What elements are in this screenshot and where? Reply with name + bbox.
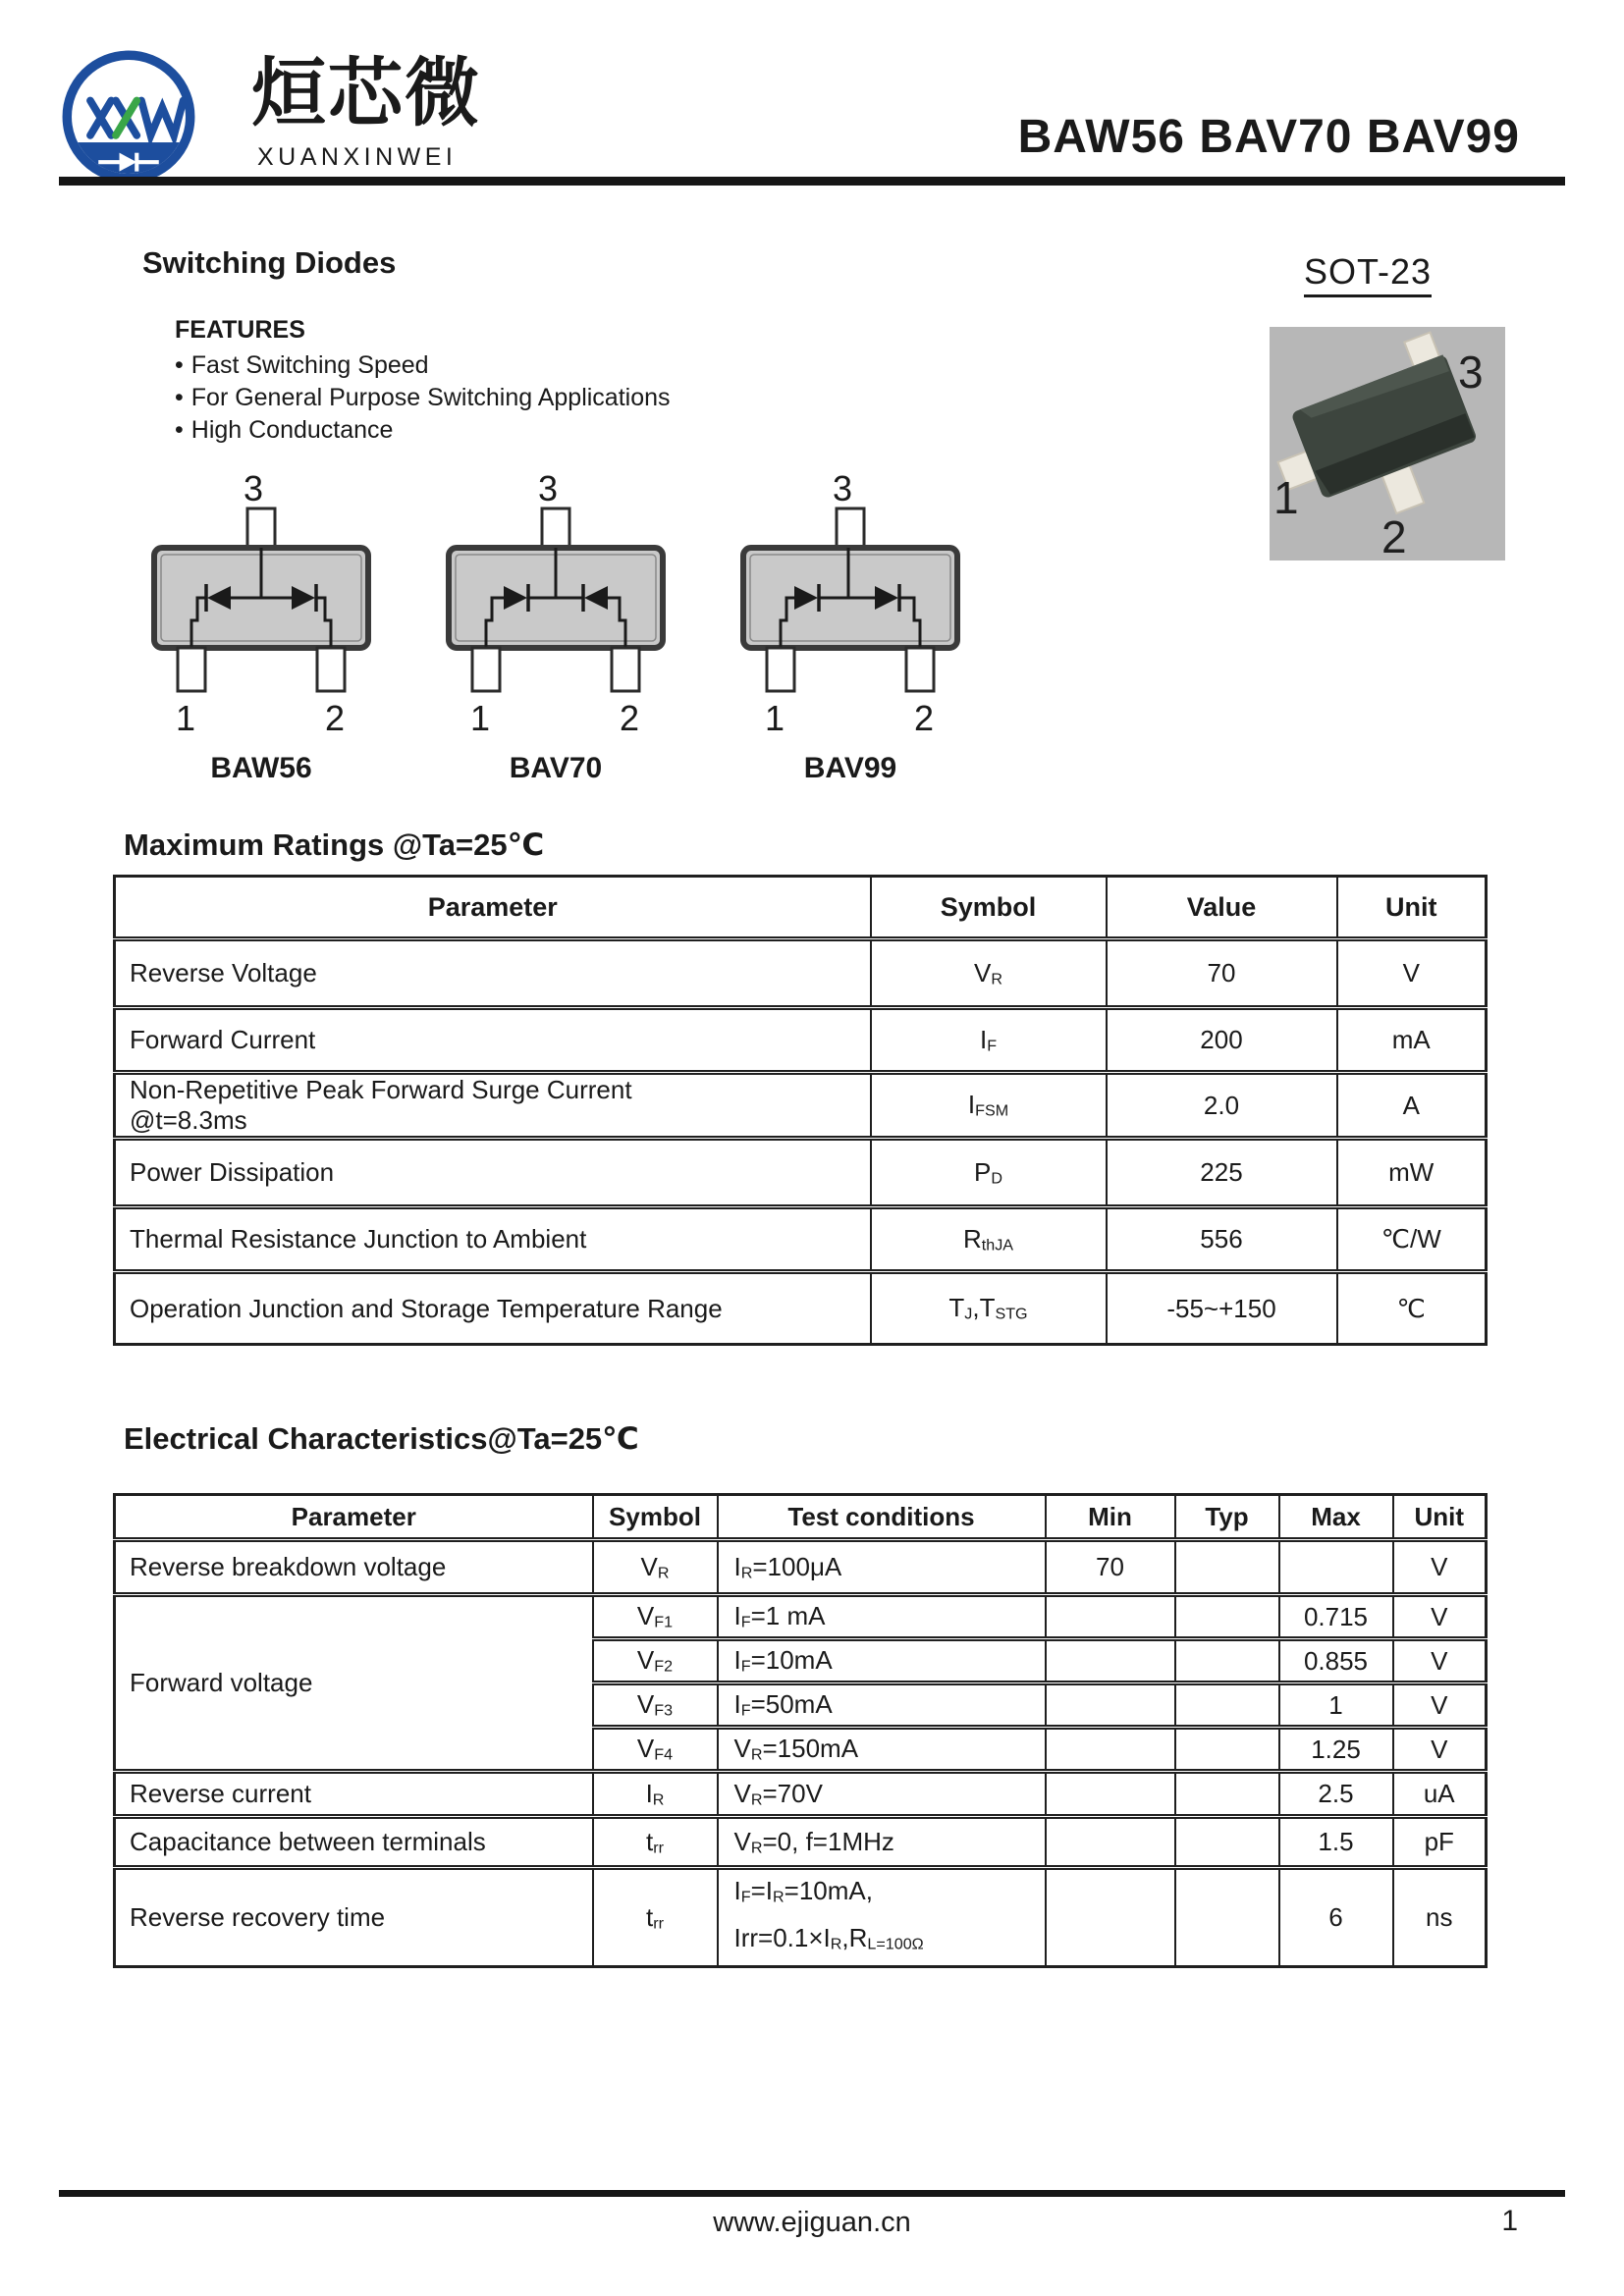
table-row <box>115 1817 1487 1868</box>
symbol-cell: RthJA <box>871 1207 1107 1272</box>
table-row <box>115 1207 1487 1272</box>
typ-cell <box>1175 1772 1279 1817</box>
parameter-cell: Thermal Resistance Junction to Ambient <box>115 1207 871 1272</box>
col-symbol: Symbol <box>871 877 1107 939</box>
conditions-line2: Irr=0.1×IR,RL=100Ω <box>733 1923 924 1953</box>
col-parameter: Parameter <box>115 877 871 939</box>
col-typ: Typ <box>1175 1495 1279 1540</box>
value-cell: 2.0 <box>1107 1073 1337 1139</box>
table-row <box>115 1272 1487 1345</box>
parameter-line1: Non-Repetitive Peak Forward Surge Current <box>130 1075 632 1104</box>
value-cell: 70 <box>1107 939 1337 1008</box>
brand-name-english: XUANXINWEI <box>257 143 458 171</box>
col-min: Min <box>1046 1495 1175 1540</box>
product-type-heading: Switching Diodes <box>142 245 397 280</box>
page-number: 1 <box>1501 2205 1518 2237</box>
value-cell: 200 <box>1107 1008 1337 1073</box>
conditions-cell: IF=1 mA <box>718 1595 1046 1639</box>
conditions-cell: IR=100μA <box>718 1540 1046 1595</box>
max-cell: 0.715 <box>1279 1595 1393 1639</box>
table-row <box>115 1868 1487 1967</box>
table-header-row <box>115 1495 1487 1540</box>
features-heading: FEATURES <box>175 316 305 344</box>
conditions-cell: VR=150mA <box>718 1728 1046 1772</box>
parameter-cell <box>115 1073 871 1139</box>
photo-pin1-label: 1 <box>1273 472 1299 523</box>
diagram-part-name: BAV70 <box>509 752 603 784</box>
pin2-label: 2 <box>913 698 935 738</box>
min-cell <box>1046 1772 1175 1817</box>
unit-cell: mW <box>1337 1139 1487 1207</box>
col-parameter: Parameter <box>115 1495 593 1540</box>
symbol-cell: PD <box>871 1139 1107 1207</box>
feature-item <box>175 414 671 447</box>
footer-divider <box>59 2190 1565 2197</box>
unit-cell: pF <box>1393 1817 1487 1868</box>
unit-cell: ns <box>1393 1868 1487 1967</box>
value-cell: 225 <box>1107 1139 1337 1207</box>
typ-cell <box>1175 1728 1279 1772</box>
unit-cell: V <box>1393 1540 1487 1595</box>
max-cell: 0.855 <box>1279 1639 1393 1683</box>
table-row <box>115 1772 1487 1817</box>
feature-text: High Conductance <box>190 416 394 444</box>
bullet-icon: • <box>175 416 184 444</box>
photo-pin3-label: 3 <box>1458 347 1484 398</box>
features-block <box>175 314 671 447</box>
col-value: Value <box>1107 877 1337 939</box>
min-cell <box>1046 1728 1175 1772</box>
feature-text: Fast Switching Speed <box>190 351 429 379</box>
pin1-label: 1 <box>175 698 196 738</box>
diagram-part-name: BAV99 <box>803 752 897 784</box>
table-row <box>115 1073 1487 1139</box>
unit-cell: V <box>1393 1683 1487 1728</box>
unit-cell: uA <box>1393 1772 1487 1817</box>
unit-cell: V <box>1337 939 1487 1008</box>
value-cell: -55~+150 <box>1107 1272 1337 1345</box>
min-cell <box>1046 1817 1175 1868</box>
min-cell <box>1046 1683 1175 1728</box>
max-cell: 2.5 <box>1279 1772 1393 1817</box>
symbol-cell: VF3 <box>593 1683 718 1728</box>
parameter-cell: Reverse breakdown voltage <box>115 1540 593 1595</box>
typ-cell <box>1175 1540 1279 1595</box>
parameter-cell: Forward voltage <box>115 1595 593 1772</box>
table-row <box>115 939 1487 1008</box>
symbol-cell: VF1 <box>593 1595 718 1639</box>
max-cell: 6 <box>1279 1868 1393 1967</box>
symbol-cell: IFSM <box>871 1073 1107 1139</box>
parameter-cell: Capacitance between terminals <box>115 1817 593 1868</box>
unit-cell: V <box>1393 1728 1487 1772</box>
max-ratings-heading: Maximum Ratings @Ta=25℃ <box>124 828 545 862</box>
diagram-part-name: BAW56 <box>210 752 312 784</box>
pin3-label: 3 <box>832 469 853 508</box>
table-row <box>115 1595 1487 1639</box>
typ-cell <box>1175 1817 1279 1868</box>
table-row <box>115 1540 1487 1595</box>
table-header-row <box>115 877 1487 939</box>
parameter-line2: @t=8.3ms <box>130 1105 247 1135</box>
unit-cell: mA <box>1337 1008 1487 1073</box>
bullet-icon: • <box>175 384 184 411</box>
unit-cell: V <box>1393 1639 1487 1683</box>
col-unit: Unit <box>1393 1495 1487 1540</box>
bullet-icon: • <box>175 351 184 379</box>
conditions-cell: VR=70V <box>718 1772 1046 1817</box>
conditions-line1: IF=IR=10mA, <box>733 1876 873 1906</box>
symbol-cell: VF4 <box>593 1728 718 1772</box>
max-ratings-table <box>113 875 1488 1346</box>
conditions-cell: VR=0, f=1MHz <box>718 1817 1046 1868</box>
symbol-cell: trr <box>593 1868 718 1967</box>
pin3-label: 3 <box>243 469 264 508</box>
pin1-label: 1 <box>469 698 491 738</box>
pinout-diagrams <box>148 469 963 793</box>
unit-cell: A <box>1337 1073 1487 1139</box>
min-cell <box>1046 1595 1175 1639</box>
parameter-cell: Reverse recovery time <box>115 1868 593 1967</box>
electrical-table <box>113 1493 1488 1968</box>
min-cell <box>1046 1639 1175 1683</box>
feature-item <box>175 382 671 414</box>
diagram-baw56 <box>148 469 374 793</box>
max-cell: 1.5 <box>1279 1817 1393 1868</box>
pin2-label: 2 <box>324 698 346 738</box>
pin2-label: 2 <box>619 698 640 738</box>
typ-cell <box>1175 1868 1279 1967</box>
col-symbol: Symbol <box>593 1495 718 1540</box>
typ-cell <box>1175 1595 1279 1639</box>
parameter-cell: Reverse current <box>115 1772 593 1817</box>
company-logo-icon <box>59 47 198 187</box>
max-cell: 1.25 <box>1279 1728 1393 1772</box>
symbol-cell: TJ,TSTG <box>871 1272 1107 1345</box>
typ-cell <box>1175 1683 1279 1728</box>
conditions-cell <box>718 1868 1046 1967</box>
sot23-package-photo <box>1270 327 1505 561</box>
col-unit: Unit <box>1337 877 1487 939</box>
brand-name-chinese: 烜芯微 <box>251 52 481 135</box>
conditions-cell: IF=50mA <box>718 1683 1046 1728</box>
col-max: Max <box>1279 1495 1393 1540</box>
max-cell: 1 <box>1279 1683 1393 1728</box>
part-numbers-title: BAW56 BAV70 BAV99 <box>1017 111 1520 163</box>
table-row <box>115 1139 1487 1207</box>
symbol-cell: VR <box>593 1540 718 1595</box>
electrical-heading: Electrical Characteristics@Ta=25℃ <box>124 1421 639 1456</box>
col-test-conditions: Test conditions <box>718 1495 1046 1540</box>
feature-item <box>175 349 671 382</box>
conditions-cell: IF=10mA <box>718 1639 1046 1683</box>
symbol-cell: IR <box>593 1772 718 1817</box>
parameter-cell: Power Dissipation <box>115 1139 871 1207</box>
unit-cell: ℃/W <box>1337 1207 1487 1272</box>
photo-pin2-label: 2 <box>1381 511 1407 561</box>
symbol-cell: trr <box>593 1817 718 1868</box>
symbol-cell: IF <box>871 1008 1107 1073</box>
feature-text: For General Purpose Switching Applications <box>190 384 671 411</box>
min-cell <box>1046 1868 1175 1967</box>
header-divider <box>59 177 1565 186</box>
unit-cell: V <box>1393 1595 1487 1639</box>
symbol-cell: VR <box>871 939 1107 1008</box>
diagram-bav99 <box>737 469 963 793</box>
parameter-cell: Forward Current <box>115 1008 871 1073</box>
parameter-cell: Reverse Voltage <box>115 939 871 1008</box>
pin1-label: 1 <box>764 698 785 738</box>
package-name-label: SOT-23 <box>1304 251 1432 297</box>
footer-website: www.ejiguan.cn <box>713 2207 911 2238</box>
symbol-cell: VF2 <box>593 1639 718 1683</box>
diagram-bav70 <box>443 469 669 793</box>
parameter-cell: Operation Junction and Storage Temperature Range <box>115 1272 871 1345</box>
min-cell: 70 <box>1046 1540 1175 1595</box>
unit-cell: ℃ <box>1337 1272 1487 1345</box>
pin3-label: 3 <box>537 469 559 508</box>
typ-cell <box>1175 1639 1279 1683</box>
table-row <box>115 1008 1487 1073</box>
value-cell: 556 <box>1107 1207 1337 1272</box>
max-cell <box>1279 1540 1393 1595</box>
